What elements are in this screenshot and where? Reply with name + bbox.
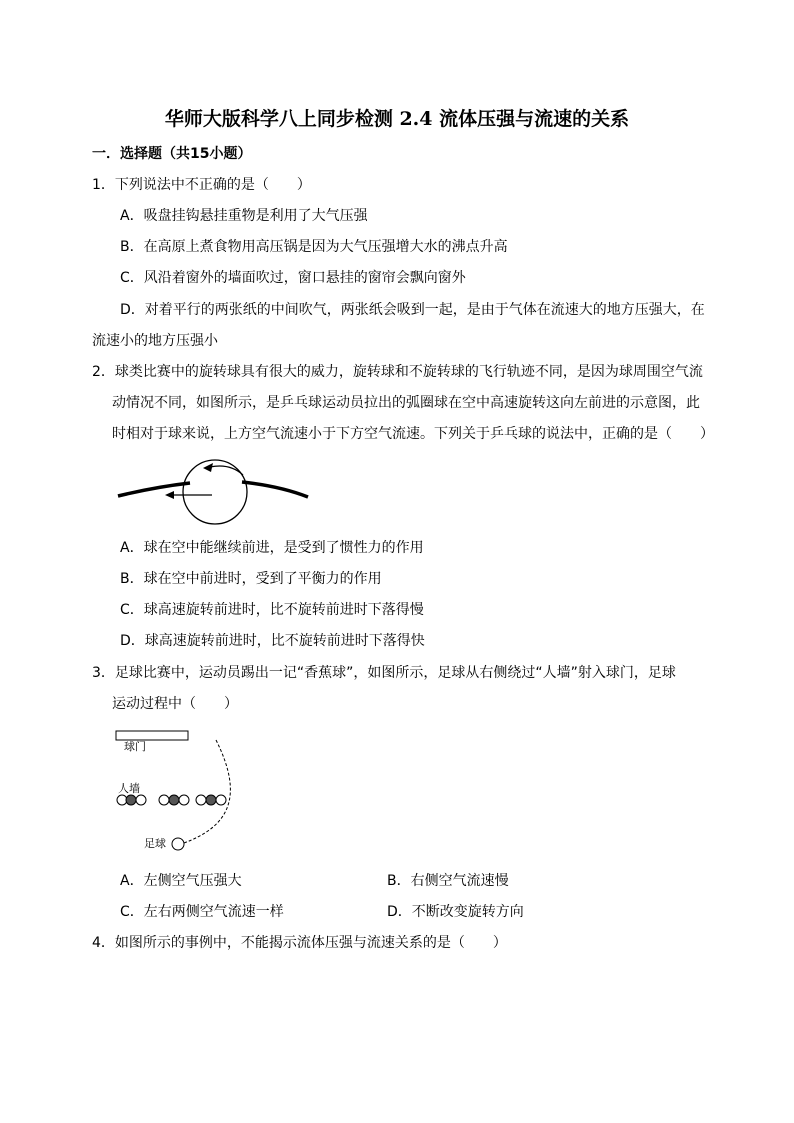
q2-spinning-ball-figure (110, 455, 320, 530)
q2-stem-line3: 时相对于球来说，上方空气流速小于下方空气流速。下列关于乒乓球的说法中，正确的是（ ） (112, 426, 714, 442)
q3-option-c: C．左右两侧空气流速一样 (120, 904, 284, 920)
q4-stem: 4．如图所示的事例中，不能揭示流体压强与流速关系的是（ ） (92, 935, 507, 951)
q2-option-c: C．球高速旋转前进时，比不旋转前进时下落得慢 (120, 602, 424, 618)
q3-wall-label: 人墙 (118, 782, 140, 795)
q1-option-b: B．在高原上煮食物用高压锅是因为大气压强增大水的沸点升高 (120, 239, 508, 255)
q2-stem-line1: 2．球类比赛中的旋转球具有很大的威力，旋转球和不旋转球的飞行轨迹不同，是因为球周围空气流 (92, 364, 703, 380)
q3-stem-line2: 运动过程中（ ） (112, 696, 238, 712)
q1-option-d: D．对着平行的两张纸的中间吹气，两张纸会吸到一起，是由于气体在流速大的地方压强大，在 (120, 302, 705, 318)
q2-option-a: A．球在空中能继续前进，是受到了惯性力的作用 (120, 540, 424, 556)
q3-goal-label: 球门 (124, 740, 146, 753)
q2-option-b: B．球在空中前进时，受到了平衡力的作用 (120, 571, 382, 587)
q1-option-a: A．吸盘挂钩悬挂重物是利用了大气压强 (120, 208, 368, 224)
q3-ball-label: 足球 (144, 837, 166, 850)
q3-option-d: D．不断改变旋转方向 (387, 904, 524, 920)
q1-option-c: C．风沿着窗外的墙面吹过，窗口悬挂的窗帘会飘向窗外 (120, 270, 466, 286)
q3-option-b: B．右侧空气流速慢 (387, 873, 509, 889)
q2-stem-line2: 动情况不同，如图所示，是乒乓球运动员拉出的弧圈球在空中高速旋转这向左前进的示意图，此 (112, 395, 700, 411)
q1-stem: 1．下列说法中不正确的是（ ） (92, 177, 311, 193)
section-heading: 一．选择题（共15小题） (92, 146, 252, 162)
page-title: 华师大版科学八上同步检测 2.4 流体压强与流速的关系 (164, 108, 630, 130)
q3-option-a: A．左侧空气压强大 (120, 873, 242, 889)
q2-option-d: D．球高速旋转前进时，比不旋转前进时下落得快 (120, 633, 425, 649)
q1-option-d-cont: 流速小的地方压强小 (92, 333, 218, 349)
q3-stem-line1: 3．足球比赛中，运动员踢出一记“香蕉球”，如图所示，足球从右侧绕过“人墙”射入球门，足球 (92, 665, 676, 681)
